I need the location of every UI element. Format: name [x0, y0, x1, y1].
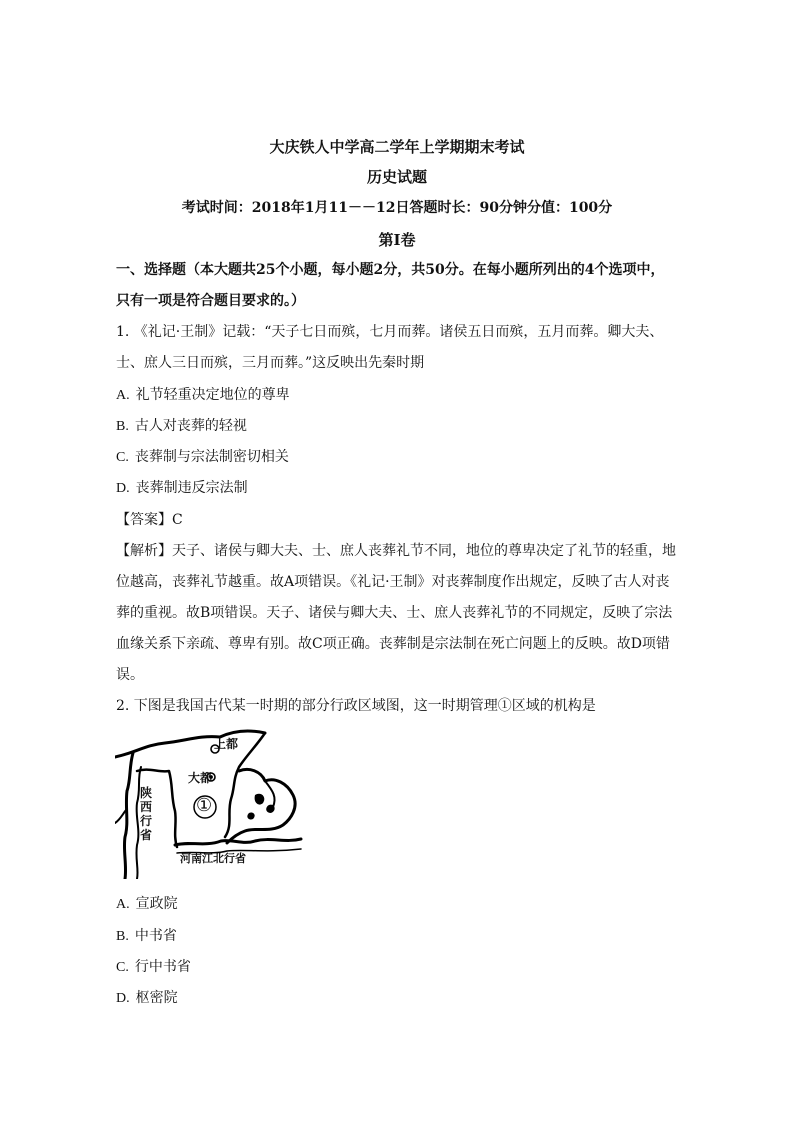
- question-1-analysis-line: 血缘关系下亲疏、尊卑有别。故C项正确。丧葬制是宗法制在死亡问题上的反映。故D项错: [116, 636, 670, 652]
- question-1-option-a: [116, 384, 290, 404]
- question-1-option-d: [116, 477, 248, 497]
- option-letter: D.: [116, 991, 130, 1006]
- option-text: 古人对丧葬的轻视: [134, 418, 247, 434]
- option-text: 枢密院: [135, 990, 178, 1006]
- option-text: 行中书省: [134, 959, 191, 975]
- question-2-option-a: [116, 893, 178, 913]
- question-1-answer: 【答案】C: [116, 512, 183, 528]
- question-1-option-c: [116, 446, 289, 466]
- option-text: 中书省: [134, 928, 177, 944]
- option-letter: B.: [116, 419, 129, 434]
- map-label-region-1: ①: [196, 795, 213, 816]
- option-text: 丧葬制违反宗法制: [135, 480, 248, 496]
- question-2-option-c: [116, 956, 191, 976]
- option-text: 丧葬制与宗法制密切相关: [134, 449, 289, 465]
- option-letter: D.: [116, 481, 130, 496]
- question-2-stem: 2. 下图是我国古代某一时期的部分行政区域图，这一时期管理①区域的机构是: [116, 698, 596, 714]
- question-1-stem-line-2: 士、庶人三日而殡，三月而葬。”这反映出先秦时期: [116, 355, 425, 371]
- question-2-option-b: [116, 925, 177, 945]
- question-1-analysis-line: 【解析】天子、诸侯与卿大夫、士、庶人丧葬礼节不同，地位的尊卑决定了礼节的轻重，地: [116, 543, 676, 559]
- option-letter: C.: [116, 450, 129, 465]
- map-label-henan: 河南江北行省: [180, 852, 246, 865]
- exam-school-title: 大庆铁人中学高二学年上学期期末考试: [269, 138, 525, 156]
- option-letter: C.: [116, 960, 129, 975]
- question-1-analysis-line: 误。: [116, 667, 144, 683]
- question-2-option-d: [116, 987, 178, 1007]
- question-1-analysis-line: 位越高，丧葬礼节越重。故A项错误。《礼记·王制》对丧葬制度作出规定，反映了古人对丧: [116, 574, 670, 590]
- section-heading-line-2: 只有一项是符合题目要求的。）: [116, 293, 305, 309]
- option-letter: A.: [116, 388, 130, 403]
- option-text: 宣政院: [135, 896, 178, 912]
- volume-title: 第Ⅰ卷: [378, 231, 416, 249]
- question-1-option-b: [116, 415, 247, 435]
- exam-info: 考试时间：2018年1月11－－12日答题时长：90分钟分值：100分: [181, 200, 613, 216]
- option-text: 礼节轻重决定地位的尊卑: [135, 387, 290, 403]
- map-label-shangdu: 上都: [214, 737, 239, 751]
- map-label-shaanxi: 陕西行省: [140, 786, 153, 842]
- section-heading-line-1: 一、选择题（本大题共25个小题，每小题2分，共50分。在每小题所列出的4个选项中，: [116, 262, 665, 278]
- option-letter: B.: [116, 929, 129, 944]
- question-1-analysis-line: 葬的重视。故B项错误。天子、诸侯与卿大夫、士、庶人丧葬礼节的不同规定，反映了宗法: [116, 605, 673, 621]
- option-letter: A.: [116, 897, 130, 912]
- map-label-dadu: 大都: [188, 771, 213, 785]
- question-1-stem-line-1: 1. 《礼记·王制》记载：“天子七日而殡，七月而葬。诸侯五日而殡，五月而葬。卿大夫、: [116, 324, 664, 340]
- subject-title: 历史试题: [366, 168, 427, 186]
